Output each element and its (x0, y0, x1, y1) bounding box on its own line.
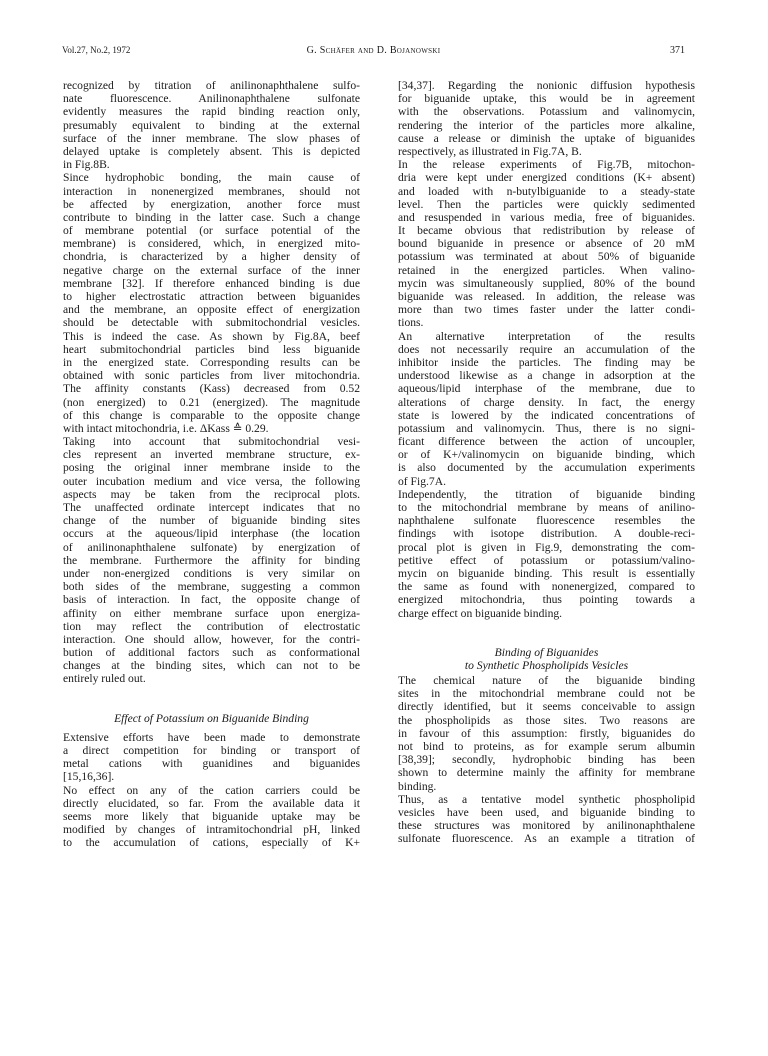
left-text-column (63, 79, 360, 850)
text-line: of this change is comparable to the opposite change (63, 408, 360, 422)
text-line: both sides of the membrane, suggesting a common (63, 580, 360, 594)
text-line: interaction. One should allow, however, for the contri- (63, 632, 360, 646)
text-line: It became obvious that redistribution by release of (398, 224, 695, 238)
text-line: posing the original inner membrane inside to the (63, 461, 360, 475)
section-heading: Binding of Biguanides (494, 645, 599, 659)
text-line: biguanide was released. In addition, the release was (398, 290, 695, 303)
text-line: and resuspended in various media, free of biguanides. (398, 210, 695, 224)
text-line: respectively, as illustrated in Fig.7A, B. (398, 144, 582, 158)
text-line: changes at the binding sites, which can not to be (63, 659, 360, 673)
text-line: In the release experiments of Fig.7B, mitochon- (398, 158, 695, 172)
text-line: retained in the energized particles. When valino- (398, 263, 695, 277)
text-line: with intact mitochondria, i.e. ΔKass ≙ 0.29. (63, 421, 269, 435)
text-line: vesicles have been used, and biguanide binding to (398, 805, 695, 819)
text-line: with the observations. Potassium and valinomycin, (398, 105, 695, 119)
text-line: evidently measures the rapid binding reaction only, (63, 105, 360, 119)
journal-volume: Vol.27, No.2, 1972 (62, 45, 131, 55)
text-line: the phospholipids as those sites. Two reasons are (398, 713, 695, 727)
text-line: This is indeed the case. As shown by Fig.8A, beef (63, 329, 360, 343)
text-line: state is lowered by the indicated concentrations of (398, 408, 695, 422)
text-line: Since hydrophobic bonding, the main cause of (63, 171, 360, 185)
text-line: entirely ruled out. (63, 672, 146, 686)
text-line: energized mitochondria, thus pointing towards a (398, 593, 695, 607)
text-line: outer incubation medium and vice versa, the following (63, 474, 360, 488)
running-authors: G. Schäfer and D. Bojanowski (306, 45, 441, 56)
text-line: a direct competition for binding or transport of (63, 744, 360, 757)
text-line: directly elucidated, so far. From the available data it (63, 796, 360, 810)
text-line: bution of additional factors such as conformational (63, 646, 360, 660)
text-line: in the energized state. Corresponding results can be (63, 355, 360, 369)
text-line: The chemical nature of the biguanide binding (398, 674, 695, 688)
text-line: heart submitochondrial particles bind less biguanide (63, 342, 360, 356)
text-line: in Fig.8B. (63, 158, 110, 172)
text-line: An alternative interpretation of the results (398, 329, 695, 343)
text-line: Extensive efforts have been made to demonstrate (63, 730, 360, 744)
text-line: naphthalene sulfonate fluorescence resembles the (398, 514, 695, 528)
text-line: The affinity constants (Kass) decreased from 0.52 (63, 382, 360, 396)
text-line: Independently, the titration of biguanide binding (398, 487, 695, 501)
text-line: ficant difference between the action of uncoupler, (398, 435, 695, 449)
running-header (62, 45, 685, 61)
text-line: aqueous/lipid interphase of the membrane, due to (398, 382, 695, 396)
text-line: tions. (398, 316, 424, 330)
page-number: 371 (670, 45, 685, 56)
text-line: sites in the mitochondrial membrane could not be (398, 687, 695, 701)
text-line: modified by changes of intramitochondrial pH, linked (63, 823, 360, 837)
text-line: and the membrane, an opposite effect of energization (63, 303, 360, 317)
section-heading: Effect of Potassium on Biguanide Binding (114, 711, 309, 725)
text-line: petitive effect of potassium or potassium/valino- (398, 553, 695, 567)
text-line: for biguanide uptake, this would be in agreement (398, 92, 695, 106)
text-line: nate fluorescence. Anilinonaphthalene sulfonate (63, 92, 360, 106)
text-line: is also documented by the accumulation experiments (398, 461, 695, 475)
text-line: alterations of charge density. In fact, the energy (398, 395, 695, 409)
text-line: tion may reflect the contribution of electrostatic (63, 619, 360, 633)
text-line: not bind to proteins, as for example serum albumin (398, 740, 695, 753)
text-line: affinity on either membrane surface upon energiza- (63, 606, 360, 620)
text-line: and loaded with n-butylbiguanide to a steady-state (398, 184, 695, 198)
text-line: [15,16,36]. (63, 770, 115, 784)
text-line: dria were kept under energized conditions (K+ absent) (398, 171, 695, 185)
text-line: Thus, as a tentative model synthetic phospholipid (398, 792, 695, 806)
text-line: shown to determine mainly the affinity for membrane (398, 766, 695, 780)
text-line: inhibitor inside the particles. The finding may be (398, 355, 695, 369)
text-line: metal cations with guanidines and biguanides (63, 757, 360, 771)
text-line: of Fig.7A. (398, 474, 446, 488)
text-line: potassium was terminated at about 50% of biguanide (398, 250, 695, 264)
text-line: binding. (398, 779, 437, 793)
text-line: more than two times faster under the latter condi- (398, 303, 695, 317)
spacer (63, 686, 360, 712)
text-line: to the mitochondrial membrane by means of anilino- (398, 501, 695, 514)
text-line: to the accumulation of cations, especially of K+ (63, 836, 360, 850)
text-line: cause a release or diminish the uptake of biguanides (398, 131, 695, 145)
text-line: obtained with sonic particles from liver mitochondria. (63, 369, 360, 383)
text-line: [38,39]; secondly, hydrophobic binding has been (398, 753, 695, 767)
text-line: (non energized) to 0.21 (energized). The magnitude (63, 395, 360, 409)
text-line: surface of the inner membrane. The slow phases of (63, 131, 360, 145)
text-line: should be detectable with submitochondrial vesicles. (63, 316, 360, 330)
text-line: mycin on biguanide binding. This result is essentially (398, 566, 695, 580)
text-line: occurs at the aqueous/lipid interphase (the location (63, 527, 360, 541)
spacer (398, 620, 695, 646)
text-line: bound biguanide in presence or absence of 20 mM (398, 237, 695, 251)
text-line: cles represent an inverted membrane structure, ex- (63, 448, 360, 462)
text-line: charge effect on biguanide binding. (398, 606, 563, 620)
text-line: [34,37]. Regarding the nonionic diffusion hypothesis (398, 79, 695, 92)
text-line: delayed uptake is completely absent. This is depicted (63, 144, 360, 158)
text-line: be affected by energization, another force must (63, 197, 360, 211)
text-line: interaction in nonenergized membranes, should not (63, 184, 360, 198)
text-line: of anilinonaphthalene sulfonate) by energization of (63, 540, 360, 554)
text-line: directly identified, but it seems conceivable to assign (398, 700, 695, 714)
text-line: Taking into account that submitochondrial vesi- (63, 435, 360, 449)
text-line: under non-energized conditions is very similar on (63, 566, 360, 580)
text-line: findings with isotope distribution. A double-reci- (398, 527, 695, 541)
text-line: procal plot is given in Fig.9, demonstrating the com- (398, 540, 695, 554)
text-line: rendering the interior of the particles more alkaline, (398, 118, 695, 132)
text-line: level. Then the particles were quickly sedimented (398, 197, 695, 211)
text-line: the membrane. Furthermore the affinity for binding (63, 553, 360, 567)
text-line: membrane [32]. If therefore enhanced binding is due (63, 276, 360, 290)
section-heading: to Synthetic Phospholipids Vesicles (464, 658, 629, 672)
text-line: recognized by titration of anilinonaphthalene sulfo- (63, 79, 360, 92)
text-line: chondria, is characterized by a higher density of (63, 250, 360, 264)
text-line: membrane) is considered, which, in energized mito- (63, 237, 360, 251)
text-line: or of K+/valinomycin on biguanide binding, which (398, 448, 695, 462)
right-text-column (398, 79, 695, 846)
text-line: these structures was monitored by anilinonaphthalene (398, 819, 695, 833)
text-line: No effect on any of the cation carriers could be (63, 783, 360, 797)
text-line: to higher electrostatic attraction between biguanides (63, 290, 360, 303)
text-line: negative charge on the external surface of the inner (63, 263, 360, 277)
text-line: of membrane potential (or surface potential of the (63, 224, 360, 238)
text-line: sulfonate fluorescence. As an example a titration of (398, 832, 695, 846)
text-line: seems more likely that biguanide uptake may be (63, 809, 360, 823)
text-line: potassium and valinomycin. Thus, there is no signi- (398, 421, 695, 435)
text-line: basis of interaction. In fact, the opposite change of (63, 593, 360, 607)
text-line: does not necessarily require an accumulation of the (398, 342, 695, 356)
text-line: aspects may be taken from the reciprocal plots. (63, 487, 360, 501)
text-line: in favour of this assumption: firstly, biguanides do (398, 726, 695, 740)
text-line: the same as found with nonenergized, compared to (398, 580, 695, 594)
text-line: mycin was simultaneously supplied, 80% of the bound (398, 276, 695, 290)
text-line: The unaffected ordinate intercept indicates that no (63, 501, 360, 514)
text-line: change of the number of biguanide binding sites (63, 514, 360, 528)
text-line: presumably equivalent to binding at the external (63, 118, 360, 132)
text-line: contribute to binding in the latter case. Such a change (63, 210, 360, 224)
text-line: understood likewise as a change in adsorption at the (398, 369, 695, 383)
